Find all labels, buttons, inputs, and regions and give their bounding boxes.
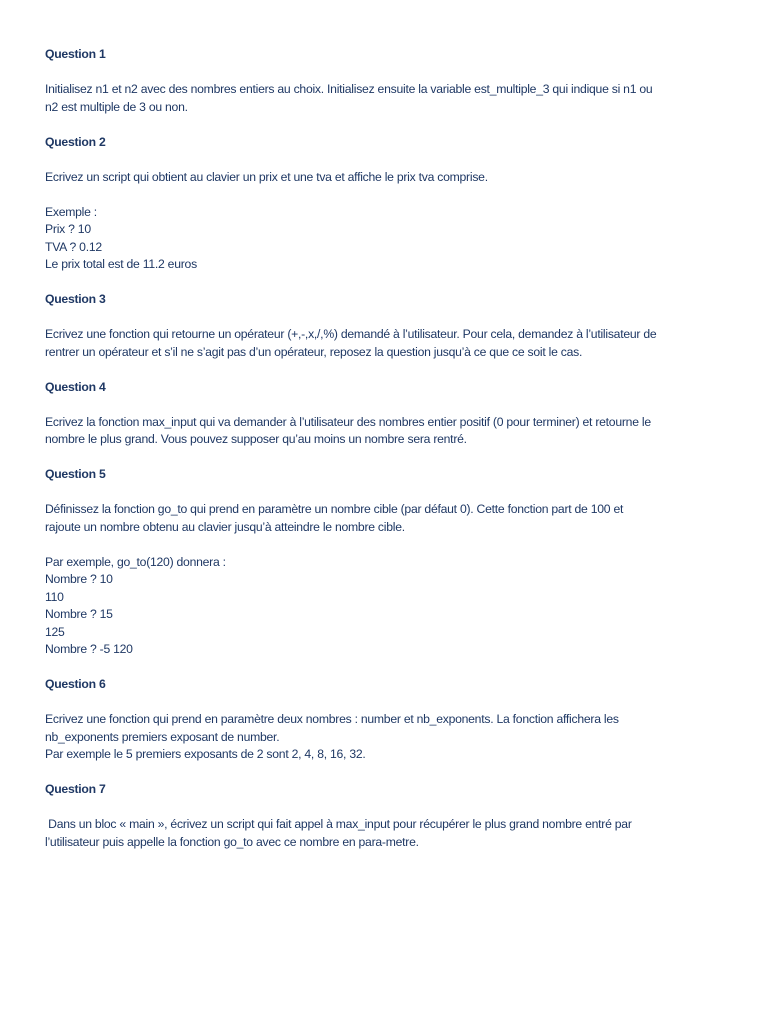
text-line: Prix ? 10 (45, 222, 91, 236)
question-section (45, 291, 725, 361)
text-line: 110 (45, 589, 64, 604)
text-line: Définissez la fonction go_to qui prend en paramètre un nombre cible (par défaut 0). Cette fonction part de 100 et (45, 502, 624, 516)
text-line: Ecrivez un script qui obtient au clavier un prix et une tva et affiche le prix tva comprise. (45, 169, 488, 184)
question-paragraph (45, 554, 725, 659)
text-line: rajoute un nombre obtenu au clavier jusqu’à atteindre le nombre cible. (45, 519, 405, 534)
text-line: Initialisez n1 et n2 avec des nombres entiers au choix. Initialisez ensuite la variable est_multiple_3 qui indique si n1 ou (45, 82, 653, 96)
question-paragraph (45, 501, 725, 536)
question-paragraph (45, 204, 725, 274)
text-line: 125 (45, 624, 65, 639)
text-line: nb_exponents premiers exposant de number. (45, 729, 280, 744)
text-line: Ecrivez une fonction qui prend en paramètre deux nombres : number et nb_exponents. La fonction affichera les (45, 712, 619, 726)
question-paragraph (45, 169, 725, 187)
question-section (45, 781, 725, 851)
question-section (45, 134, 725, 274)
question-heading: Question 3 (45, 292, 106, 306)
text-line: Par exemple, go_to(120) donnera : (45, 554, 226, 569)
text-line: Nombre ? 10 (45, 572, 113, 586)
text-line: Par exemple le 5 premiers exposants de 2 sont 2, 4, 8, 16, 32. (45, 747, 366, 761)
text-line: n2 est multiple de 3 ou non. (45, 99, 188, 114)
question-heading: Question 1 (45, 47, 106, 61)
question-heading: Question 4 (45, 379, 106, 394)
document-page (45, 46, 725, 869)
question-paragraph (45, 81, 725, 116)
question-paragraph (45, 816, 725, 851)
question-paragraph (45, 414, 725, 449)
question-section (45, 676, 725, 764)
question-paragraph (45, 326, 725, 361)
text-line: Nombre ? -5 120 (45, 642, 133, 656)
text-line: Ecrivez la fonction max_input qui va demander à l’utilisateur des nombres entier positif (0 pour terminer) et retourne le (45, 414, 651, 429)
question-heading: Question 5 (45, 467, 106, 481)
question-heading: Question 7 (45, 782, 106, 796)
text-line: Ecrivez une fonction qui retourne un opérateur (+,-,x,/,%) demandé à l’utilisateur. Pour cela, demandez à l’utilisateur de (45, 327, 657, 341)
question-section (45, 466, 725, 659)
question-paragraph (45, 711, 725, 764)
question-section (45, 46, 725, 116)
text-line: Nombre ? 15 (45, 607, 113, 621)
text-line: rentrer un opérateur et s’il ne s’agit pas d’un opérateur, reposez la question jusqu’à ce que ce soit le cas. (45, 344, 583, 359)
question-heading: Question 6 (45, 677, 106, 691)
text-line: Le prix total est de 11.2 euros (45, 257, 197, 271)
question-section (45, 379, 725, 449)
text-line: l’utilisateur puis appelle la fonction go_to avec ce nombre en para-metre. (45, 834, 419, 849)
text-line: Exemple : (45, 204, 97, 219)
text-line: nombre le plus grand. Vous pouvez supposer qu’au moins un nombre sera rentré. (45, 432, 467, 446)
question-heading: Question 2 (45, 134, 106, 149)
text-line: Dans un bloc « main », écrivez un script qui fait appel à max_input pour récupérer le plus grand nombre entré par (45, 817, 632, 831)
text-line: TVA ? 0.12 (45, 239, 102, 254)
